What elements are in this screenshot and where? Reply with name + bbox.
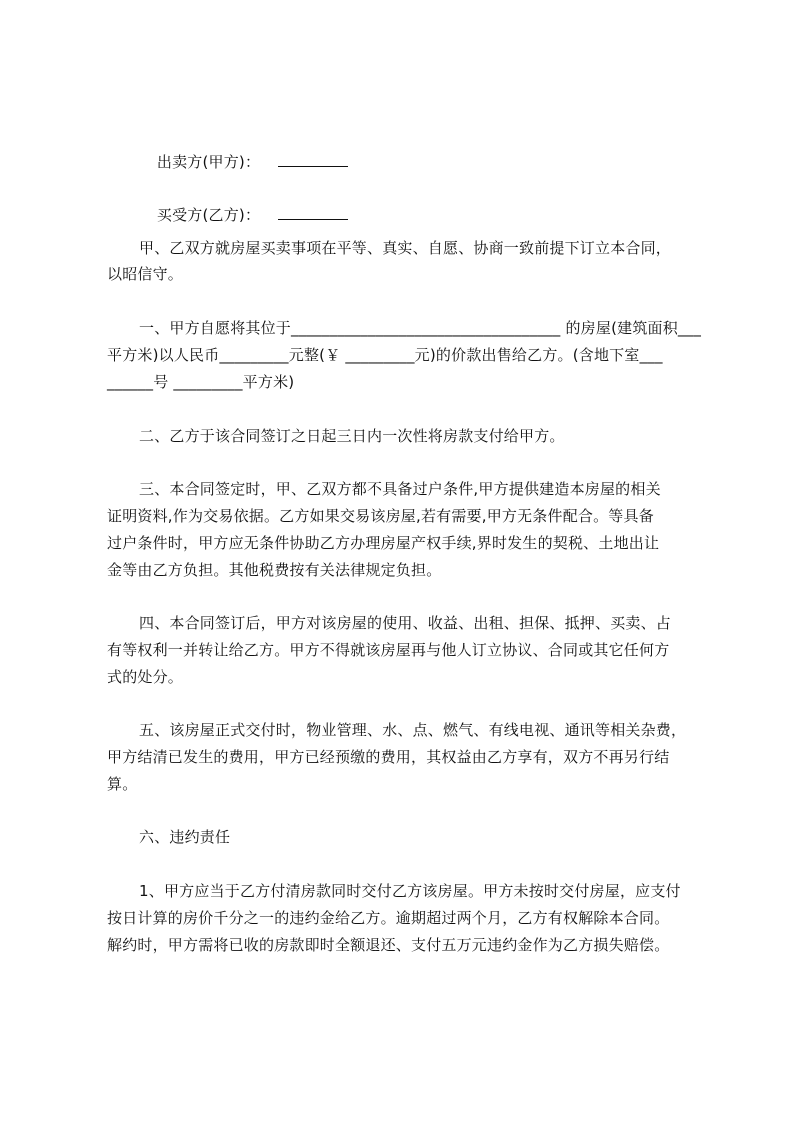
clause-3-line-1: 三、本合同签定时，甲、乙双方都不具备过户条件,甲方提供建造本房屋的相关 bbox=[139, 480, 661, 498]
clause-6-item-1-line-2: 按日计算的房价千分之一的违约金给乙方。逾期超过两个月，乙方有权解除本合同。 bbox=[107, 909, 670, 927]
preamble-line-1: 甲、乙双方就房屋买卖事项在平等、真实、自愿、协商一致前提下订立本合同， bbox=[139, 239, 672, 257]
clause-1-line-3: ______号 _________平方米) bbox=[107, 373, 295, 391]
clause-3-line-3: 过户条件时，甲方应无条件协助乙方办理房屋产权手续,界时发生的契税、土地出让 bbox=[107, 534, 660, 552]
seller-line bbox=[137, 131, 348, 192]
clause-3-line-2: 证明资料,作为交易依据。乙方如果交易该房屋,若有需要,甲方无条件配合。等具备 bbox=[107, 507, 654, 525]
buyer-name-blank bbox=[278, 204, 348, 220]
clause-6-heading: 六、违约责任 bbox=[139, 828, 231, 846]
clause-5-line-1: 五、该房屋正式交付时，物业管理、水、点、燃气、有线电视、通讯等相关杂费， bbox=[139, 721, 687, 739]
clause-6-item-1-line-3: 解约时，甲方需将已收的房款即时全额退还、支付五万元违约金作为乙方损失赔偿。 bbox=[107, 936, 670, 954]
clause-3-line-4: 金等由乙方负担。其他税费按有关法律规定负担。 bbox=[107, 561, 442, 579]
clause-4-line-3: 式的处分。 bbox=[107, 668, 184, 686]
seller-name-blank bbox=[278, 151, 348, 167]
preamble-line-2: 以昭信守。 bbox=[107, 265, 184, 283]
buyer-line bbox=[137, 184, 348, 245]
clause-1-line-1: 一、甲方自愿将其位于___________________________________ 的房屋(建筑面积___ bbox=[139, 319, 702, 337]
clause-1-line-2: 平方米)以人民币_________元整(￥ _________元)的价款出售给乙方。(含地下室___ bbox=[107, 346, 663, 364]
seller-label: 出卖方(甲方)： bbox=[156, 153, 261, 171]
clause-5-line-3: 算。 bbox=[107, 775, 138, 793]
clause-5-line-2: 甲方结清已发生的费用，甲方已经预缴的费用，其权益由乙方享有，双方不再另行结 bbox=[107, 748, 670, 766]
clause-4-line-1: 四、本合同签订后，甲方对该房屋的使用、收益、出租、担保、抵押、买卖、占 bbox=[139, 614, 672, 632]
clause-4-line-2: 有等权利一并转让给乙方。甲方不得就该房屋再与他人订立协议、合同或其它任何方 bbox=[107, 641, 670, 659]
clause-2-line-1: 二、乙方于该合同签订之日起三日内一次性将房款支付给甲方。 bbox=[139, 427, 565, 445]
buyer-label: 买受方(乙方)： bbox=[156, 206, 261, 224]
clause-6-item-1-line-1: 1、甲方应当于乙方付清房款同时交付乙方该房屋。甲方未按时交付房屋，应支付 bbox=[139, 882, 681, 900]
